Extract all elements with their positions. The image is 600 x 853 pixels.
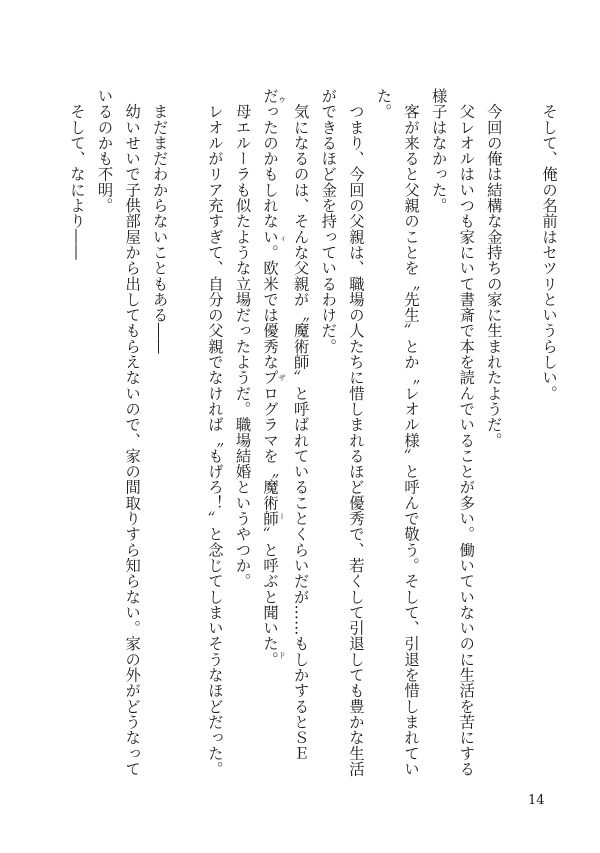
- text-line: 客が来ると父親のことを〝先生〟とか〝レオル様〟と呼んで敬う。そして、引退を惜しまれてい: [402, 88, 421, 777]
- text-line: まだまだわからないこともある――: [150, 88, 169, 355]
- text-line: 母エルーラも似たような立場だったようだ。職場結婚というやつか。: [233, 88, 252, 589]
- text-line-with-ruby: [255, 88, 286, 778]
- text-line: 今回の俺は結構な金持ちの家に生まれたようだ。: [484, 88, 503, 448]
- ruby-base: だったのかもしれない。欧米では優秀なプログラマを〝魔術師〟と呼ぶと聞いた。: [261, 88, 280, 668]
- text-line: 幼いせいで子供部屋から出してもらえないので、家の間取りすら知らない。家の外がどうなって: [123, 88, 142, 777]
- text-line: そして、俺の名前はセツリというらしい。: [540, 88, 558, 401]
- vertical-text-block: [42, 88, 562, 778]
- ruby-text: [261, 88, 287, 668]
- page-number: 14: [528, 793, 545, 808]
- blank-line: [507, 88, 535, 778]
- text-line: いるのかも不明。: [95, 88, 114, 214]
- text-line: ができるほど金を持っているわけだ。: [319, 88, 338, 355]
- text-line: 様子はなかった。: [429, 88, 448, 214]
- text-line: そして、なにより――: [67, 88, 86, 261]
- text-line: 父レオルはいつも家にいて書斎で本を読んでいることが多い。働いていないのに生活を苦にする: [457, 88, 476, 777]
- text-line: つまり、今回の父親は、職場の人たちに惜しまれるほど優秀で、若くして引退しても豊かな生活: [346, 88, 365, 777]
- ruby-annotation: ウィザード: [277, 88, 287, 668]
- text-line: た。: [374, 88, 393, 120]
- blank-line: [173, 88, 201, 778]
- text-line: レオルがリア充すぎて、自分の父親でなければ〝もげろ！〟と念じてしまいそうなほどだった。: [205, 88, 224, 777]
- text-line: 気になるのは、そんな父親が〝魔術師〟と呼ばれていることくらいだが……もしかするとＳＥ: [291, 88, 310, 761]
